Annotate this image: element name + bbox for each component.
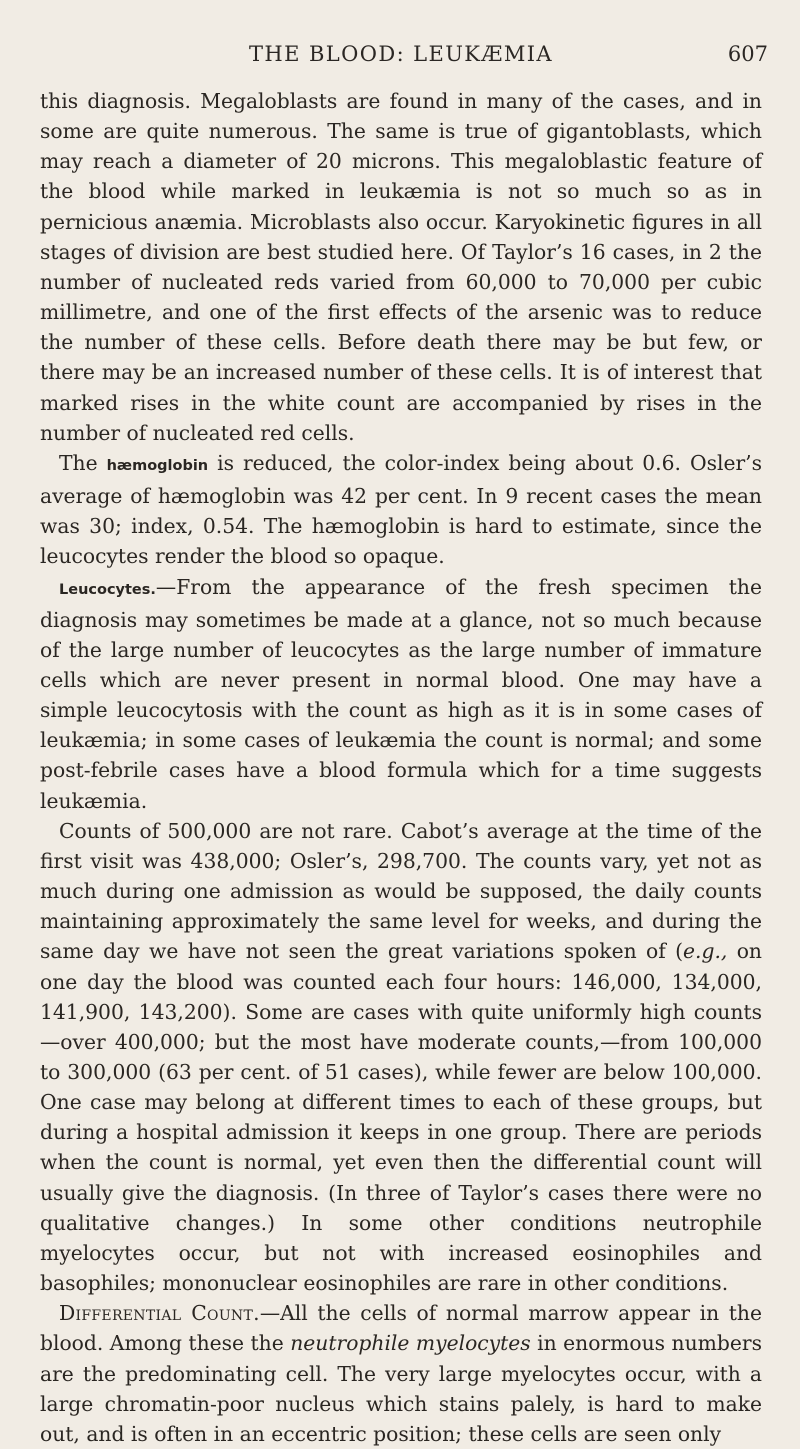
paragraph-counts-a: Counts of 500,000 are not rare. Cabot’s average at the time of the first visit was 438,000; Osler’s, 298,700. The counts vary, yet not as much during one admission as would be supposed, the daily counts maintaining approximately the same level for weeks, and during the same day we have not seen the great variations spoken of (: [40, 818, 762, 964]
paragraph-differential-a: —All the cells of normal marrow appear in the blood. Among these the: [40, 1301, 762, 1356]
leucocytes-heading: Leucocytes.: [59, 581, 156, 598]
paragraph-haemoglobin-text: is reduced, the color-index being about 0.6. Osler’s average of hæmoglobin was 42 per cent. In 9 recent cases the mean was 30; index, 0.54. The hæmoglobin is hard to estimate, since the leucocytes render the blood so opaque.: [40, 450, 763, 569]
paragraph-lead: The: [59, 450, 98, 475]
running-title: THE BLOOD: LEUKÆMIA: [249, 42, 553, 66]
paragraph-differential-count: [40, 1298, 762, 1449]
paragraph-counts: [40, 816, 762, 1299]
paragraph-counts-b: on one day the blood was counted each four hours: 146,000, 134,000, 141,900, 143,200). Some are cases with quite uniformly high counts—over 400,000; but the most have moderate counts,—from 100,000 to 300,000 (63 per cent. of 51 cases), while fewer are below 100,000. One case may belong at different times to each of these groups, but during a hospital admission it keeps in one group. There are periods when the count is normal, yet even then the differential count will usually give the diagnosis. (In three of Taylor’s cases there were no qualitative changes.) In some other conditions neutrophile myelocytes occur, but not with increased eosinophiles and basophiles; mononuclear eosinophiles are rare in other conditions.: [40, 939, 762, 1296]
running-head: [40, 0, 768, 66]
paragraph-haemoglobin: [40, 448, 762, 572]
neutrophile-myelocytes-term: neutrophile myelocytes: [290, 1331, 531, 1356]
body-text: [40, 86, 762, 1449]
haemoglobin-heading: hæmoglobin: [106, 457, 209, 474]
differential-count-heading: Differential Count.: [59, 1301, 260, 1326]
page-number: 607: [727, 42, 768, 66]
eg-abbrev: e.g.,: [683, 939, 728, 964]
paragraph-leucocytes: [40, 572, 762, 816]
paragraph-nucleated-reds: this diagnosis. Megaloblasts are found in many of the cases, and in some are quite numerous. The same is true of gigantoblasts, which may reach a diameter of 20 microns. This megaloblastic feature of the blood while marked in leukæmia is not so much so as in pernicious anæmia. Microblasts also occur. Karyokinetic figures in all stages of division are best studied here. Of Taylor’s 16 cases, in 2 the number of nucleated reds varied from 60,000 to 70,000 per cubic millimetre, and one of the first effects of the arsenic was to reduce the number of these cells. Before death there may be but few, or there may be an increased number of these cells. It is of interest that marked rises in the white count are accompanied by rises in the number of nucleated red cells.: [40, 89, 762, 445]
paragraph-differential-b: in enormous numbers are the predominating cell. The very large myelocytes occur, with a large chromatin-poor nucleus which stains palely, is hard to make out, and is often in an eccentric position; these cells are seen only: [40, 1331, 762, 1446]
paragraph-leucocytes-text: —From the appearance of the fresh specimen the diagnosis may sometimes be made at a glance, not so much because of the large number of leucocytes as the large number of immature cells which are never present in normal blood. One may have a simple leucocytosis with the count as high as it is in some cases of leukæmia; in some cases of leukæmia the count is normal; and some post-febrile cases have a blood formula which for a time suggests leukæmia.: [40, 574, 762, 813]
